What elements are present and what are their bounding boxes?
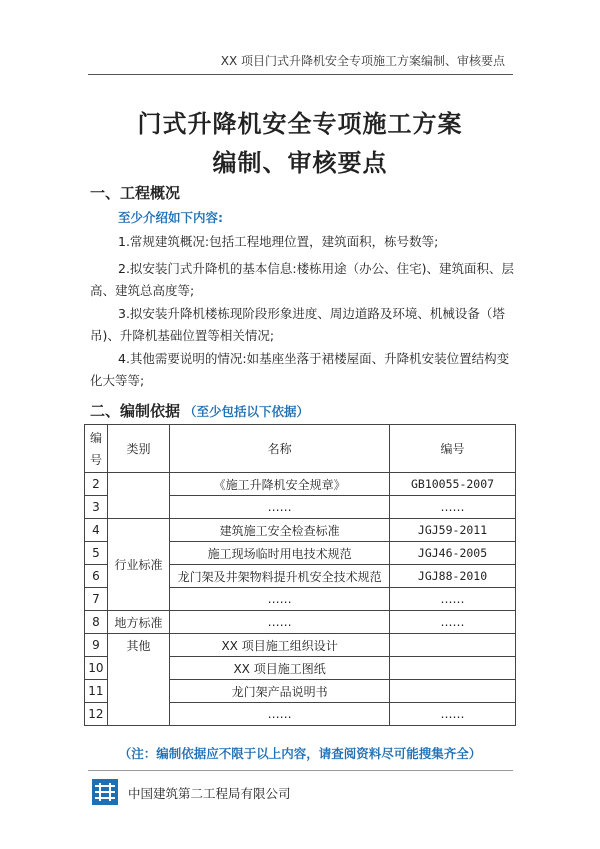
cscec-logo-icon bbox=[92, 779, 118, 805]
row-code: …… bbox=[390, 703, 516, 726]
table-row bbox=[85, 519, 516, 542]
row-number: 11 bbox=[85, 680, 108, 703]
row-name: …… bbox=[170, 611, 390, 634]
section2-note: （注：编制依据应不限于以上内容，请查阅资料尽可能搜集齐全） bbox=[118, 746, 482, 761]
row-number: 12 bbox=[85, 703, 108, 726]
header-code: 编号 bbox=[390, 425, 516, 473]
row-name: 龙门架及井架物料提升机安全技术规范 bbox=[170, 565, 390, 588]
row-number: 8 bbox=[85, 611, 108, 634]
row-name: 龙门架产品说明书 bbox=[170, 680, 390, 703]
row-category: 其他 bbox=[107, 634, 169, 726]
section1-intro: 至少介绍如下内容: bbox=[118, 210, 223, 225]
row-number: 10 bbox=[85, 657, 108, 680]
row-number: 6 bbox=[85, 565, 108, 588]
row-code: JGJ88-2010 bbox=[390, 565, 516, 588]
section1-paragraph-1: 1.常规建筑概况:包括工程地理位置，建筑面积，栋号数等; bbox=[118, 234, 439, 249]
table-header-row bbox=[85, 425, 516, 473]
header-name: 名称 bbox=[170, 425, 390, 473]
basis-table bbox=[84, 424, 516, 726]
row-code: …… bbox=[390, 611, 516, 634]
row-name: XX 项目施工图纸 bbox=[170, 657, 390, 680]
running-header: XX 项目门式升降机安全专项施工方案编制、审核要点 bbox=[220, 54, 505, 68]
row-number: 9 bbox=[85, 634, 108, 657]
row-name: …… bbox=[170, 588, 390, 611]
document-title-line1: 门式升降机安全专项施工方案 bbox=[137, 110, 463, 138]
row-name: …… bbox=[170, 703, 390, 726]
row-code: JGJ59-2011 bbox=[390, 519, 516, 542]
header-number-line1: 编 bbox=[89, 430, 102, 445]
section1-paragraph-3: 3.拟安装升降机楼栋现阶段形象进度、周边道路及环境、机械设备（塔吊)、升降机基础位置等相关情况; bbox=[90, 306, 505, 343]
table-row bbox=[85, 473, 516, 496]
row-code bbox=[390, 634, 516, 657]
row-number: 2 bbox=[85, 473, 108, 496]
header-rule bbox=[88, 74, 513, 75]
section2-heading bbox=[90, 400, 309, 421]
table-row bbox=[85, 634, 516, 657]
row-name: 施工现场临时用电技术规范 bbox=[170, 542, 390, 565]
footer-rule bbox=[88, 770, 513, 771]
row-number: 3 bbox=[85, 496, 108, 519]
section2-heading-sub: （至少包括以下依据） bbox=[184, 404, 310, 419]
row-code: …… bbox=[390, 496, 516, 519]
row-name: …… bbox=[170, 496, 390, 519]
header-category: 类别 bbox=[107, 425, 169, 473]
row-number: 7 bbox=[85, 588, 108, 611]
row-name: 《施工升降机安全规章》 bbox=[170, 473, 390, 496]
row-code: GB10055-2007 bbox=[390, 473, 516, 496]
section1-heading: 一、工程概况 bbox=[90, 184, 181, 202]
footer-company: 中国建筑第二工程局有限公司 bbox=[128, 786, 291, 801]
header-number bbox=[85, 425, 108, 473]
document-title-line2: 编制、审核要点 bbox=[212, 149, 388, 177]
header-number-line2: 号 bbox=[89, 452, 102, 467]
row-code bbox=[390, 657, 516, 680]
row-category: 地方标准 bbox=[107, 611, 169, 634]
row-code: …… bbox=[390, 588, 516, 611]
row-category: 行业标准 bbox=[107, 519, 169, 611]
row-code: JGJ46-2005 bbox=[390, 542, 516, 565]
row-number: 5 bbox=[85, 542, 108, 565]
cscec-logo-mark bbox=[93, 780, 117, 804]
section1-paragraph-2: 2.拟安装门式升降机的基本信息:楼栋用途（办公、住宅)、建筑面积、层高、建筑总高度等; bbox=[90, 261, 515, 298]
row-category bbox=[107, 473, 169, 519]
row-name: 建筑施工安全检查标准 bbox=[170, 519, 390, 542]
section2-heading-text: 二、编制依据 bbox=[90, 402, 181, 420]
row-code bbox=[390, 680, 516, 703]
section1-paragraph-4: 4.其他需要说明的情况:如基座坐落于裙楼屋面、升降机安装位置结构变化大等等; bbox=[90, 351, 510, 388]
row-name: XX 项目施工组织设计 bbox=[170, 634, 390, 657]
row-number: 4 bbox=[85, 519, 108, 542]
table-row bbox=[85, 611, 516, 634]
